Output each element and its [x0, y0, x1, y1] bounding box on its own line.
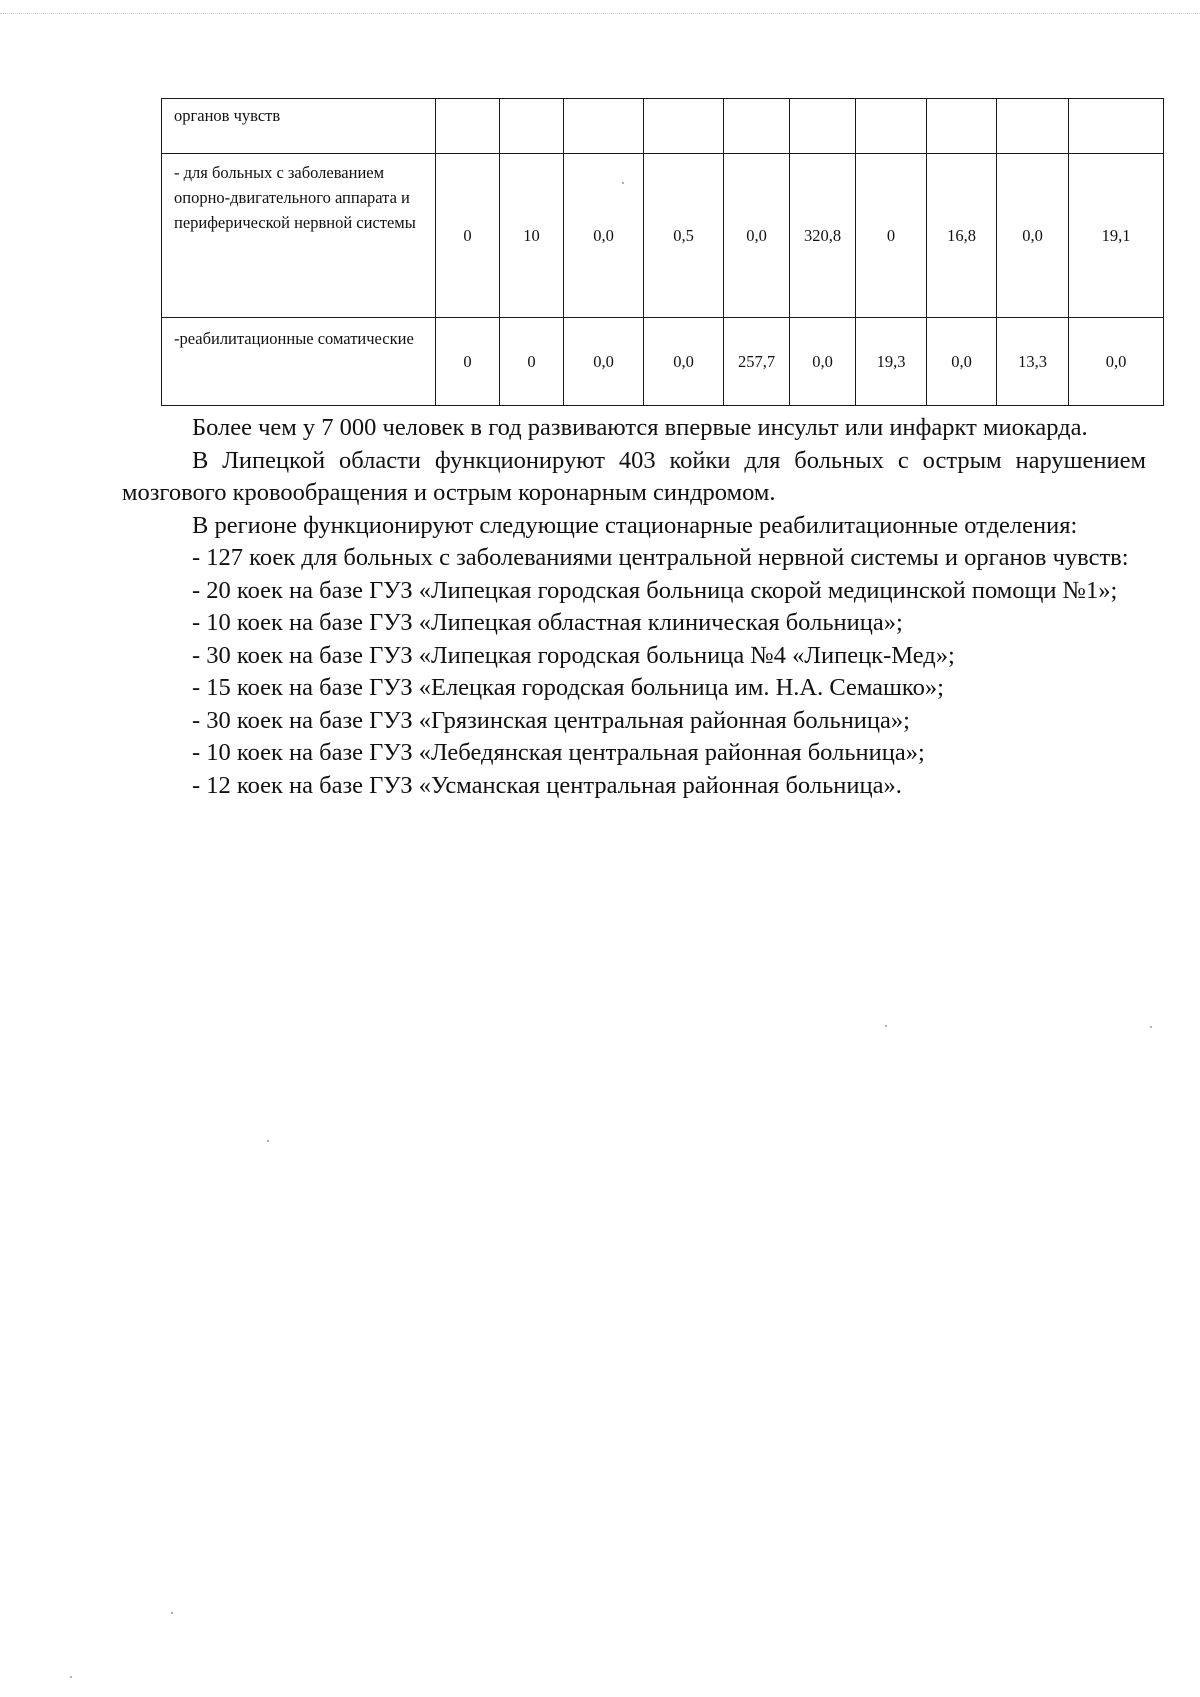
table-cell: 16,8: [927, 154, 997, 318]
table-cell: [1069, 99, 1164, 154]
table-row: [162, 318, 1164, 406]
scan-speck: [267, 1140, 269, 1142]
table-cell: [564, 99, 644, 154]
scan-speck: [171, 1612, 173, 1614]
list-item: - 15 коек на базе ГУЗ «Елецкая городская больница им. Н.А. Семашко»;: [192, 674, 944, 701]
table-cell: 0,0: [790, 318, 856, 406]
document-body: [122, 412, 1146, 802]
table-cell: [500, 99, 564, 154]
table-cell: 0,0: [1069, 318, 1164, 406]
scan-speck: [622, 182, 624, 184]
bed-capacity-table: [161, 98, 1164, 406]
table-row: [162, 99, 1164, 154]
table-cell: 0,0: [564, 318, 644, 406]
table-cell: 0,5: [644, 154, 724, 318]
table-cell: [436, 99, 500, 154]
table-row: [162, 154, 1164, 318]
row-label: -реабилитационные соматические: [162, 318, 436, 406]
paragraph: - 20 коек на базе ГУЗ «Липецкая городская больница скорой медицинской помощи №1»;: [192, 576, 1118, 604]
paragraph: В Липецкой области функционируют 403 койки для больных с острым нарушением мозгового кровообращения и острым коронарным синдромом.: [122, 446, 1146, 506]
table-cell: 13,3: [997, 318, 1069, 406]
table-cell: 0,0: [997, 154, 1069, 318]
table-cell: [724, 99, 790, 154]
scan-top-edge: [0, 13, 1200, 14]
row-label: органов чувств: [162, 99, 436, 154]
list-item: - 10 коек на базе ГУЗ «Лебедянская центральная районная больница»;: [192, 739, 925, 766]
table-cell: 0,0: [644, 318, 724, 406]
table-cell: 0: [436, 318, 500, 406]
table-cell: 0: [436, 154, 500, 318]
table-cell: [997, 99, 1069, 154]
table-cell: 0: [856, 154, 927, 318]
table-cell: 19,1: [1069, 154, 1164, 318]
table-cell: 19,3: [856, 318, 927, 406]
paragraph: - 127 коек для больных с заболеваниями центральной нервной системы и органов чувств:: [192, 544, 1129, 571]
table-cell: 257,7: [724, 318, 790, 406]
table-cell: [644, 99, 724, 154]
list-item: - 30 коек на базе ГУЗ «Липецкая городская больница №4 «Липецк-Мед»;: [192, 641, 955, 669]
list-item: - 10 коек на базе ГУЗ «Липецкая областная клиническая больница»;: [192, 609, 903, 636]
scan-speck: [1150, 1026, 1152, 1028]
paragraph: В регионе функционируют следующие стационарные реабилитационные отделения:: [192, 511, 1078, 539]
list-item: - 30 коек на базе ГУЗ «Грязинская центральная районная больница»;: [192, 706, 910, 734]
table-cell: 0: [500, 318, 564, 406]
row-label: - для больных с заболеванием опорно-двигательного аппарата и периферической нервной системы: [162, 154, 436, 318]
table-cell: [927, 99, 997, 154]
paragraph: Более чем у 7 000 человек в год развиваются впервые инсульт или инфаркт миокарда.: [192, 414, 1088, 441]
table-cell: 0,0: [724, 154, 790, 318]
table-cell: 0,0: [927, 318, 997, 406]
scan-speck: [70, 1676, 72, 1678]
table-cell: 0,0: [564, 154, 644, 318]
list-item: - 12 коек на базе ГУЗ «Усманская центральная районная больница».: [192, 771, 902, 799]
table-cell: [856, 99, 927, 154]
table-cell: 320,8: [790, 154, 856, 318]
scan-speck: [885, 1025, 887, 1027]
table-cell: 10: [500, 154, 564, 318]
table-cell: [790, 99, 856, 154]
